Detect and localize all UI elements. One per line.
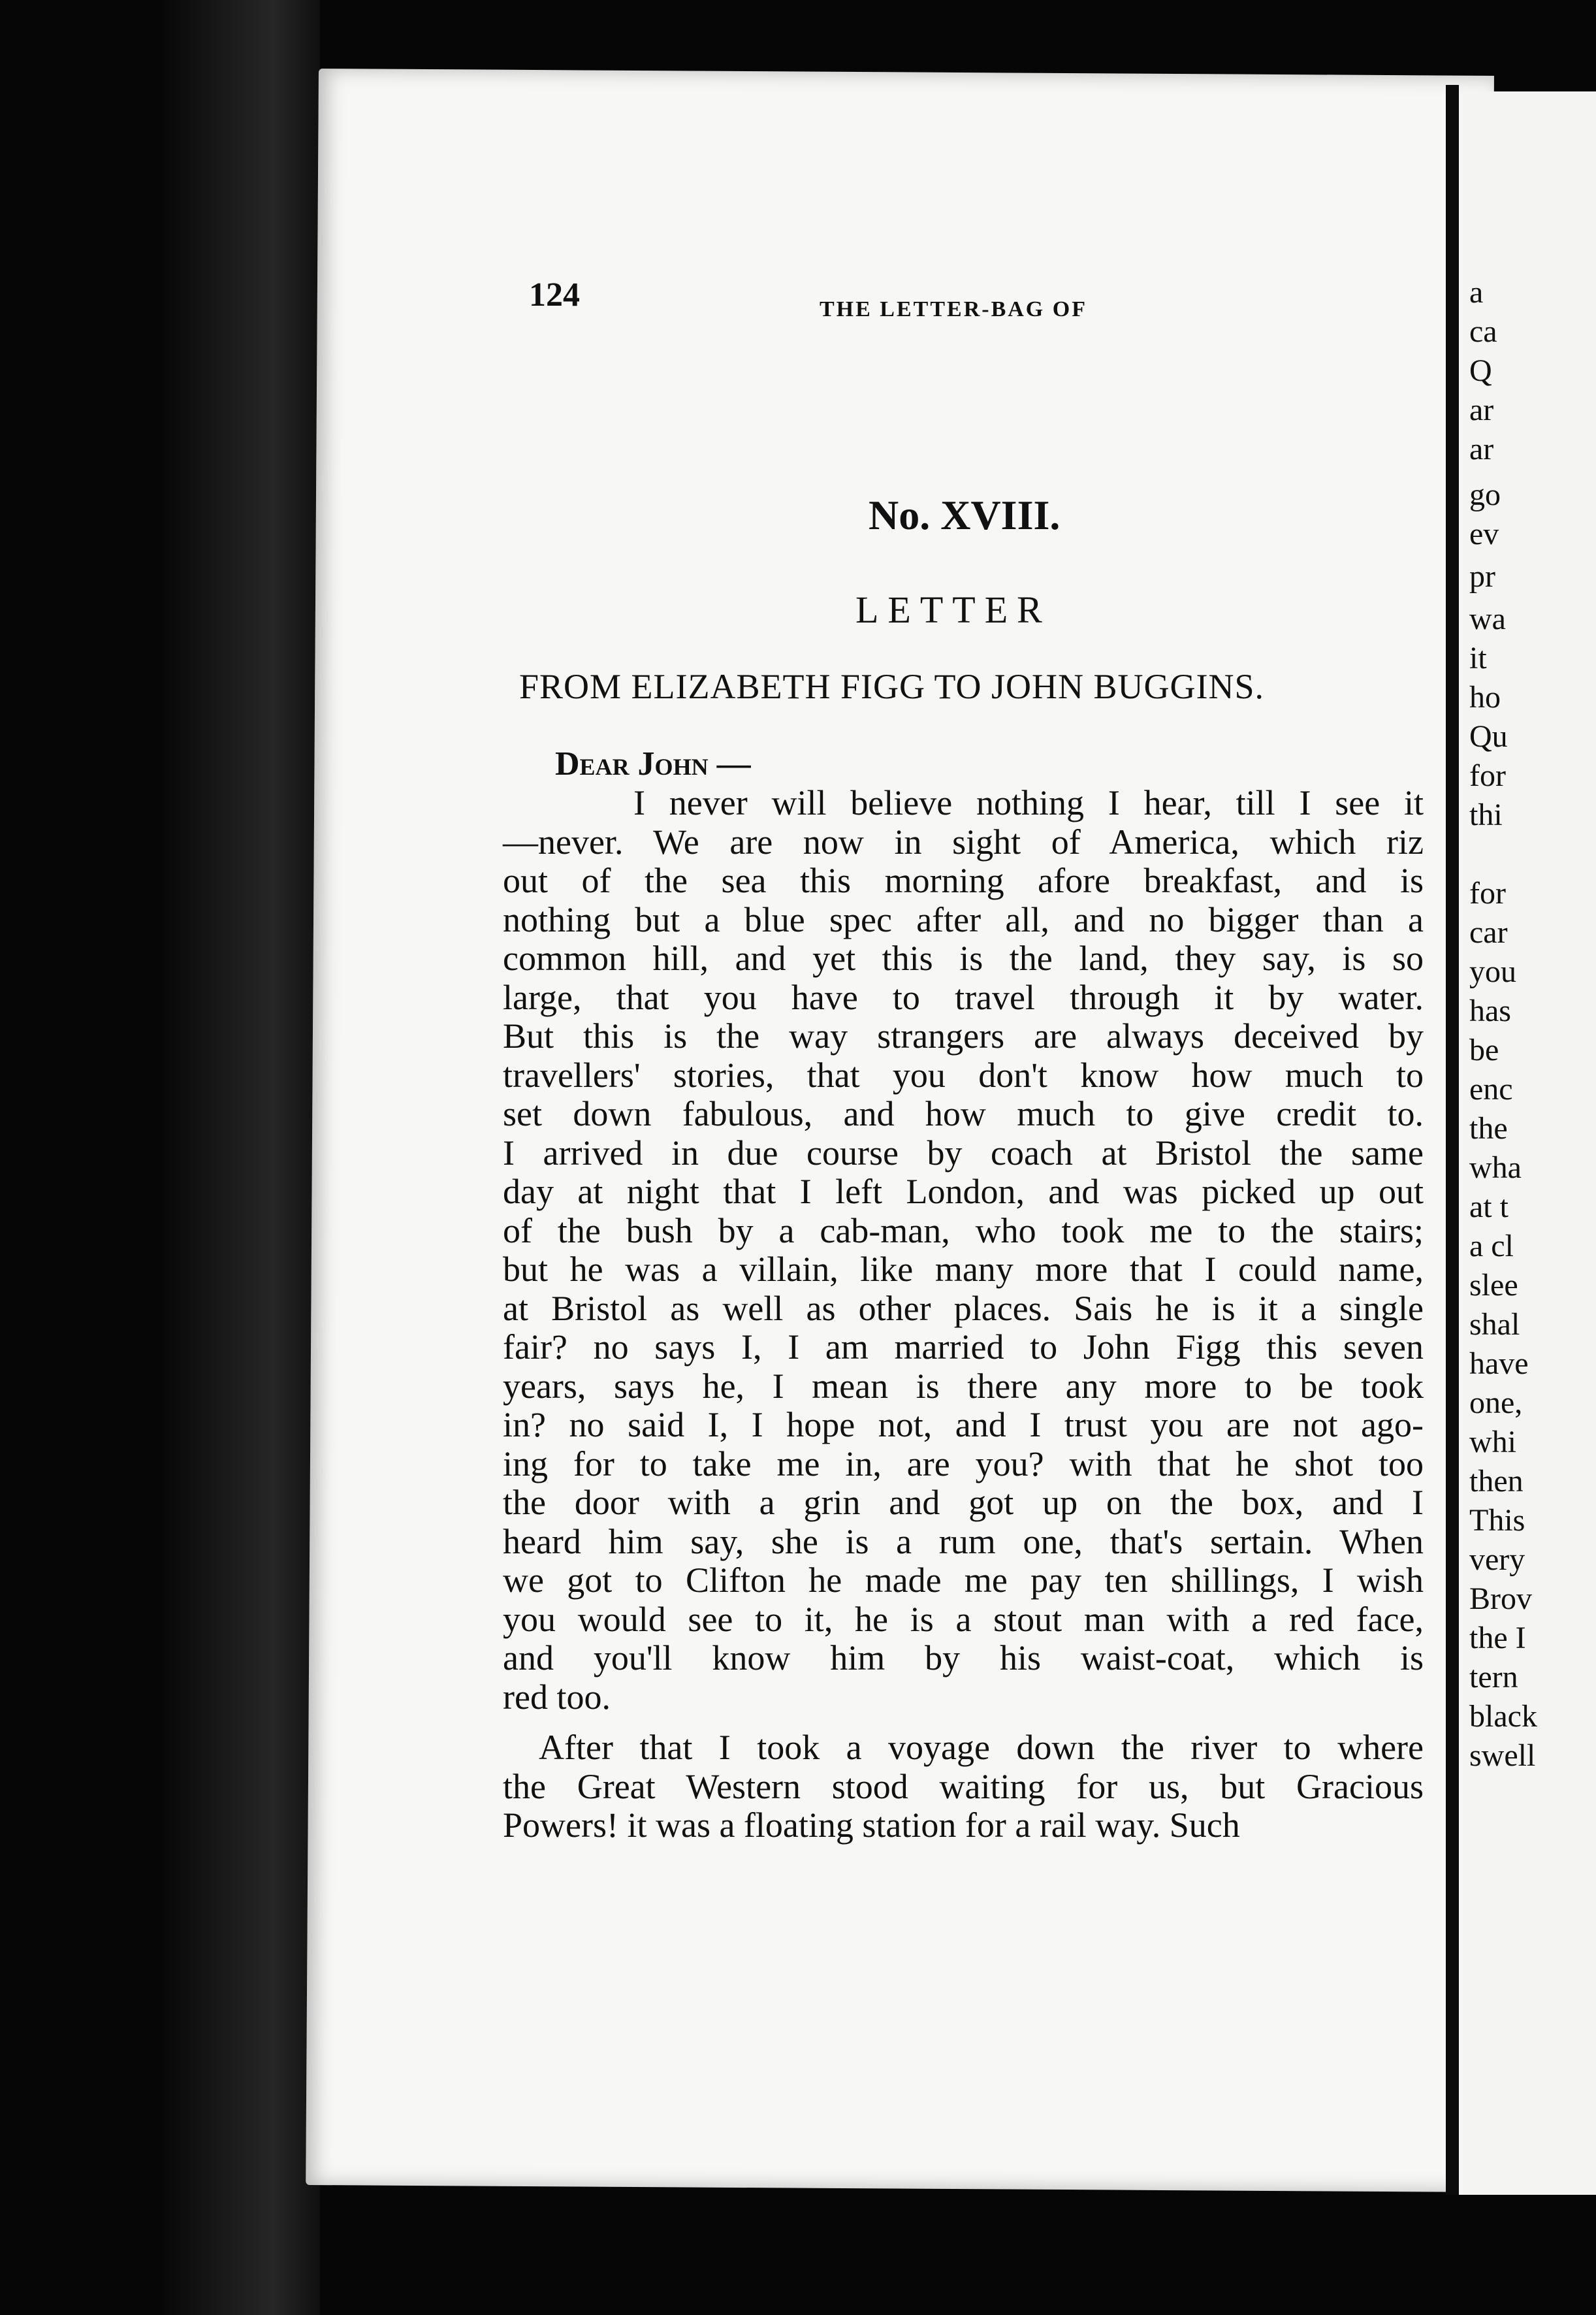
text-line: but he was a villain, like many more that I could name, [503, 1250, 1424, 1289]
facing-page-line: ar [1469, 393, 1494, 427]
text-line: set down fabulous, and how much to give credit to. [503, 1094, 1424, 1133]
facing-page-line: Q [1469, 353, 1492, 388]
facing-page-line: ev [1469, 517, 1499, 551]
facing-page-line: shal [1469, 1307, 1520, 1342]
facing-page-line: Qu [1469, 719, 1508, 754]
facing-page-line: pr [1469, 559, 1495, 594]
text-line: of the bush by a cab-man, who took me to the stairs; [503, 1210, 1424, 1250]
facing-page-line: wha [1469, 1150, 1522, 1185]
facing-page-line: a [1469, 275, 1484, 310]
paragraph-spacer [503, 1717, 1424, 1728]
text-line: you would see to it, he is a stout man with a red face, [503, 1599, 1424, 1639]
facing-page-line: tern [1469, 1660, 1518, 1694]
facing-page-line: be [1469, 1033, 1499, 1067]
facing-page-line: whi [1469, 1425, 1516, 1459]
facing-page-line: go [1469, 478, 1501, 512]
facing-page-line: have [1469, 1346, 1529, 1381]
text-line: common hill, and yet this is the land, they say, is so [503, 939, 1424, 978]
paragraph-1 [503, 784, 1424, 1717]
facing-page-line: a cl [1469, 1229, 1514, 1263]
text-line: years, says he, I mean is there any more to be took [503, 1366, 1424, 1406]
text-line: the door with a grin and got up on the box, and I [503, 1483, 1424, 1522]
text-line: I never will believe nothing I hear, till I see it [633, 783, 1424, 822]
running-title: THE LETTER-BAG OF [820, 297, 1087, 321]
facing-page-fragment [1459, 91, 1596, 2195]
facing-page-line: ar [1469, 432, 1494, 466]
facing-page-line: has [1469, 994, 1511, 1028]
facing-page-line: enc [1469, 1072, 1513, 1107]
page-number: 124 [529, 276, 580, 314]
text-line: out of the sea this morning afore breakfast, and is [503, 861, 1424, 900]
text-line: day at night that I left London, and was picked up out [503, 1172, 1424, 1211]
letter-from-heading: FROM ELIZABETH FIGG TO JOHN BUGGINS. [519, 667, 1265, 706]
page-gutter [1446, 85, 1459, 2195]
text-line: in? no said I, I hope not, and I trust you are not ago- [503, 1405, 1424, 1444]
facing-page-line: for [1469, 876, 1506, 911]
facing-page-line: thi [1469, 798, 1503, 832]
facing-page-line: it [1469, 641, 1487, 675]
facing-page-line: wa [1469, 602, 1506, 636]
book-spine-edge [163, 0, 320, 2315]
facing-page-line: then [1469, 1464, 1524, 1498]
facing-page-line: for [1469, 758, 1506, 793]
text-line: the Great Western stood waiting for us, but Gracious [503, 1766, 1424, 1806]
facing-page-line: car [1469, 915, 1508, 950]
letter-heading: LETTER [855, 589, 1051, 631]
facing-page-line: you [1469, 954, 1516, 989]
facing-page-line: swell [1469, 1738, 1536, 1773]
text-line: Powers! it was a floating station for a rail way. Such [503, 1805, 1240, 1845]
text-line: I arrived in due course by coach at Bristol the same [503, 1133, 1424, 1173]
text-line: —never. We are now in sight of America, which riz [503, 822, 1424, 862]
text-line: travellers' stories, that you don't know how much to [503, 1055, 1424, 1095]
text-line: large, that you have to travel through it by water. [503, 977, 1424, 1017]
facing-page-line: Brov [1469, 1581, 1532, 1616]
text-line: red too. [503, 1677, 611, 1717]
paragraph-2 [503, 1728, 1424, 1845]
salutation: Dear John — [555, 745, 751, 783]
facing-page-line: ca [1469, 314, 1497, 349]
text-line: at Bristol as well as other places. Sais he is it a single [503, 1288, 1424, 1328]
text-line: and you'll know him by his waist-coat, which is [503, 1638, 1424, 1677]
text-line: fair? no says I, I am married to John Figg this seven [503, 1327, 1424, 1367]
facing-page-line: ho [1469, 680, 1501, 715]
text-line: heard him say, she is a rum one, that's sertain. When [503, 1521, 1424, 1561]
facing-page-line: the I [1469, 1621, 1526, 1655]
letter-body [503, 784, 1424, 1845]
chapter-number: No. XVIII. [869, 492, 1061, 538]
text-line: we got to Clifton he made me pay ten shillings, I wish [503, 1561, 1424, 1600]
facing-page-line: very [1469, 1542, 1525, 1577]
facing-page-line: the [1469, 1111, 1508, 1146]
text-line: nothing but a blue spec after all, and no bigger than a [503, 899, 1424, 939]
facing-page-line: black [1469, 1699, 1537, 1734]
facing-page-line: at t [1469, 1190, 1508, 1224]
text-line: But this is the way strangers are always deceived by [503, 1016, 1424, 1056]
facing-page-line: one, [1469, 1385, 1523, 1420]
facing-page-line: slee [1469, 1268, 1518, 1303]
facing-page-line: This [1469, 1503, 1525, 1538]
text-line: After that I took a voyage down the river to where [539, 1728, 1424, 1767]
text-line: ing for to take me in, are you? with that he shot too [503, 1444, 1424, 1483]
